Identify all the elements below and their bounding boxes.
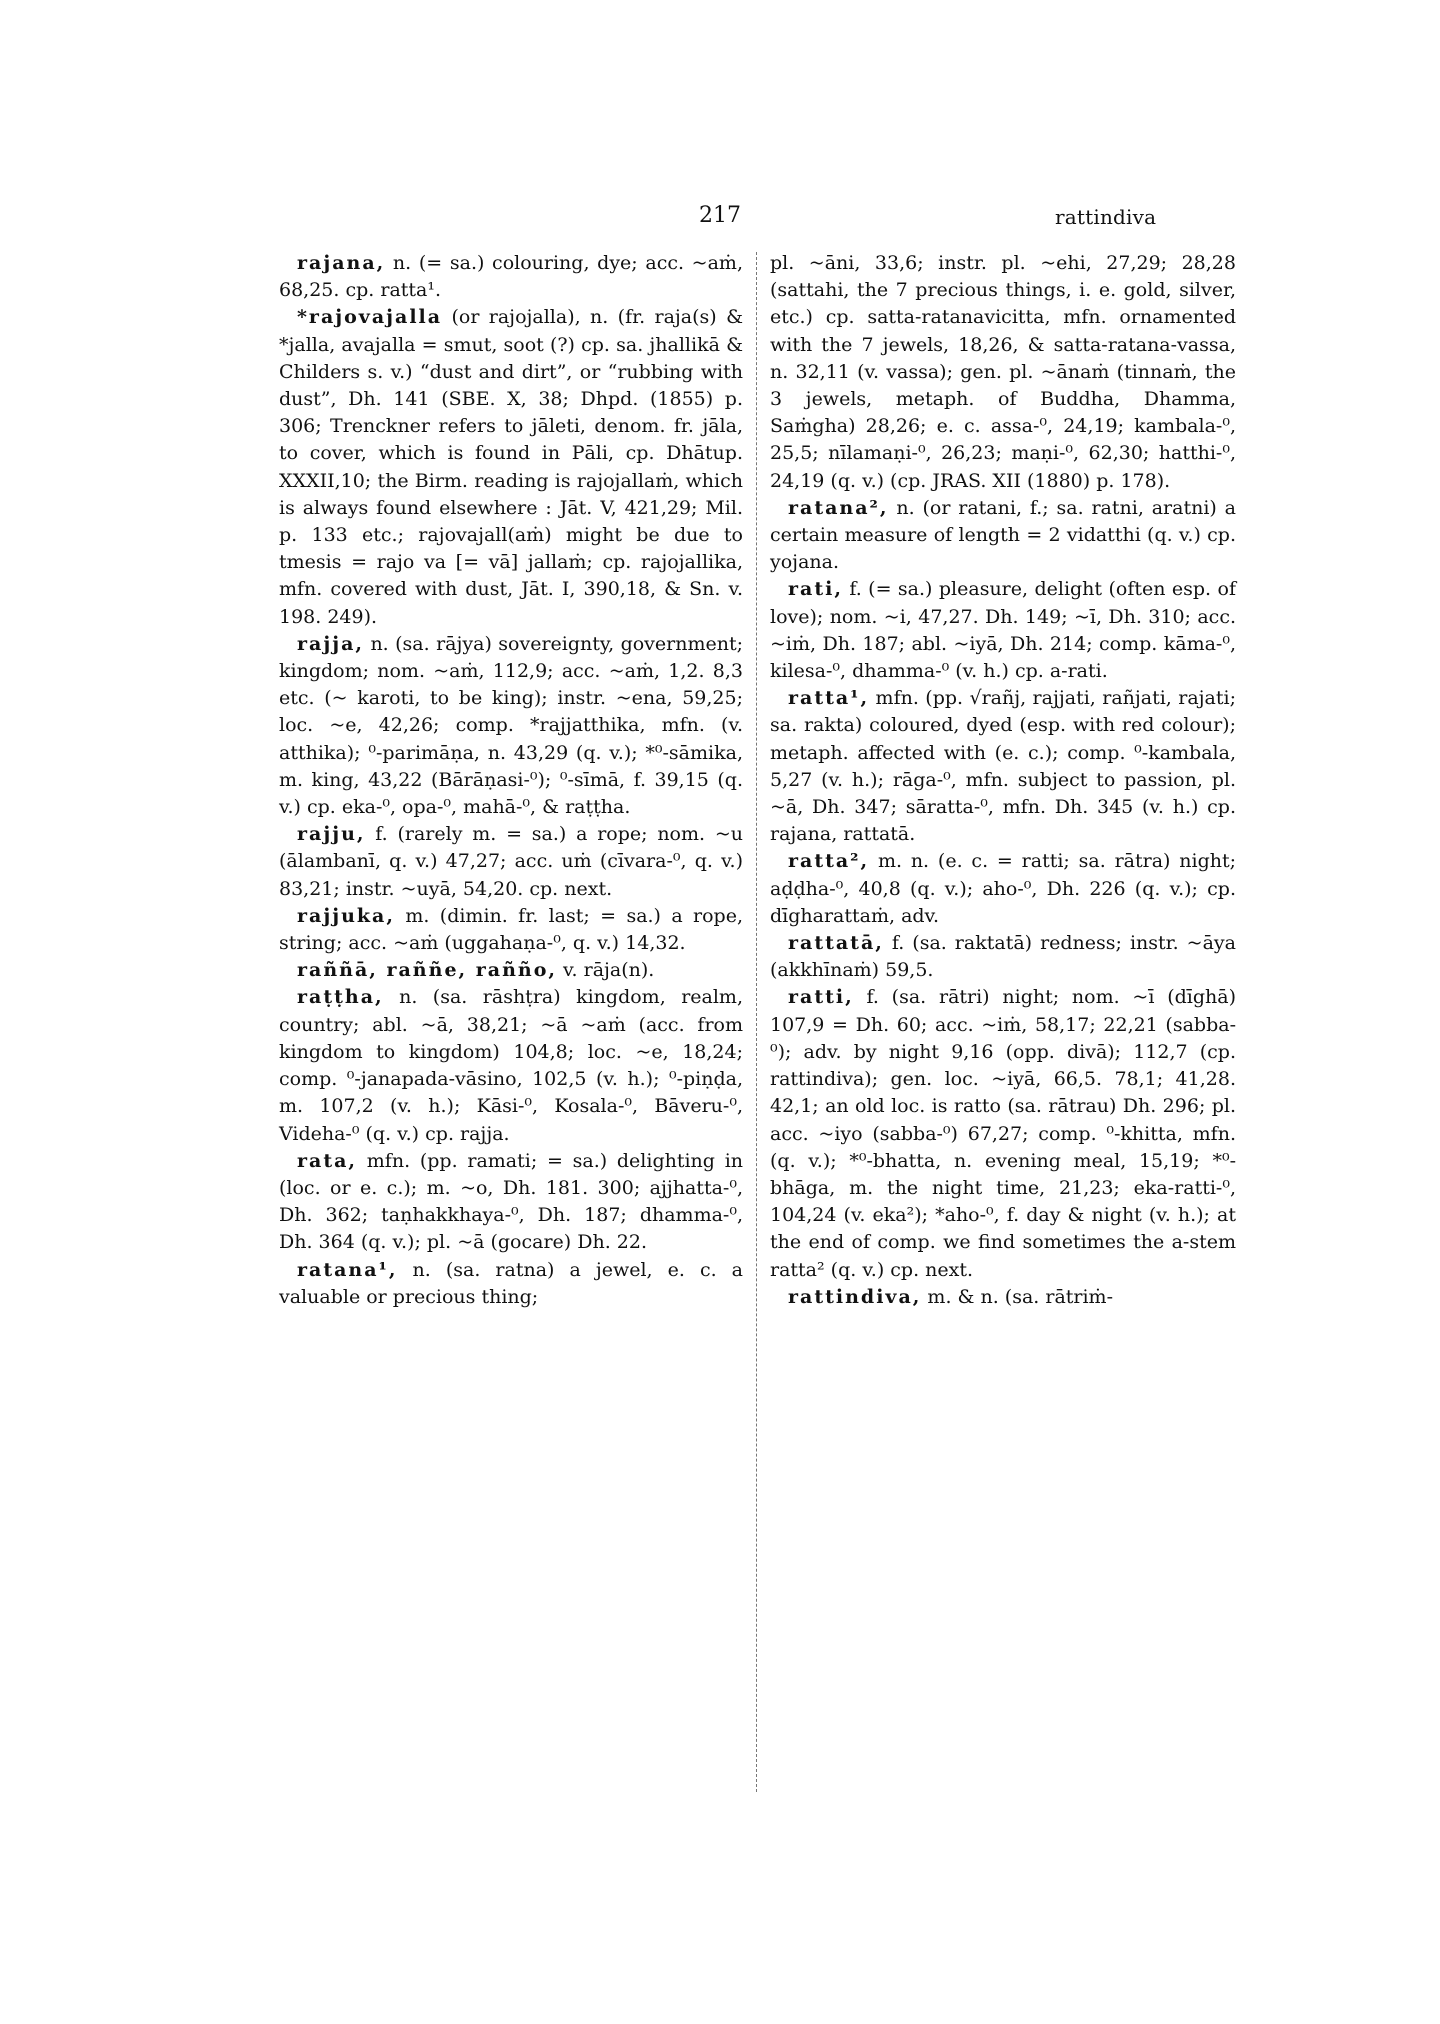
dictionary-entry [279, 250, 743, 304]
entry-text: m. n. (e. c. = ratti; sa. rātra) night; aḍḍha-⁰, 40,8 (q. v.); aho-⁰, Dh. 226 (q. v.); cp. dīgharattaṁ, adv. [770, 850, 1237, 927]
entry-headword: rata, [297, 1149, 358, 1172]
dictionary-entry [279, 1257, 743, 1311]
entry-headword: ratana¹, [297, 1258, 398, 1281]
entry-text: m. & n. (sa. rātriṁ- [927, 1285, 1113, 1308]
dictionary-entry [770, 576, 1236, 685]
dictionary-entry [279, 903, 743, 957]
dictionary-entry [279, 957, 743, 984]
dictionary-entry [279, 631, 743, 821]
entry-text: v. rāja(n). [563, 959, 655, 982]
column-divider [756, 252, 757, 1792]
entry-headword: raññā, raññe, rañño, [297, 959, 557, 982]
entry-headword: ratti, [788, 986, 854, 1009]
entry-headword: *rajovajalla [297, 306, 443, 329]
dictionary-entry [279, 984, 743, 1147]
entry-text: (or rajojalla), n. (fr. raja(s) & *jalla, avajalla = smut, soot (?) cp. sa. jhallikā & Childers s. v.) “dust and dirt”, or “rubbing with dust”, Dh. 141 (SBE. X, 38; Dhpd. (1855) p. 306; Trenckner refers to jāleti, denom. fr. jāla, to cover, which is found in Pāli, cp. Dhātup. XXXII,10; the Birm. reading is rajojallaṁ, which is always found elsewhere : Jāt. V, 421,29; Mil. p. 133 etc.; rajovajall(aṁ) might be due to tmesis = rajo va [= vā] jallaṁ; cp. rajojallika, mfn. covered with dust, Jāt. I, 390,18, & Sn. v. 198. 249). [279, 306, 743, 628]
dictionary-entry [279, 1148, 743, 1257]
entry-headword: rajja, [297, 632, 364, 655]
dictionary-entry [770, 1284, 1236, 1311]
entry-text: n. (= sa.) colouring, dye; acc. ~aṁ, 68,25. cp. ratta¹. [279, 252, 743, 302]
entry-text: mfn. (pp. √rañj, rajjati, rañjati, rajati; sa. rakta) coloured, dyed (esp. with red colour); metaph. affected with (e. c.); comp. ⁰-kambala, 5,27 (v. h.); rāga-⁰, mfn. subject to passion, pl. ~ā, Dh. 347; sāratta-⁰, mfn. Dh. 345 (v. h.) cp. rajana, rattatā. [770, 687, 1236, 846]
entry-headword: ratta¹, [788, 687, 870, 710]
dictionary-entry [770, 848, 1236, 930]
entry-headword: ratana², [788, 496, 889, 519]
page-number: 217 [699, 203, 741, 228]
entry-text: n. (sa. rāshṭra) kingdom, realm, country; abl. ~ā, 38,21; ~ā ~aṁ (acc. from kingdom to kingdom) 104,8; loc. ~e, 18,24; comp. ⁰-janapada-vāsino, 102,5 (v. h.); ⁰-piṇḍa, m. 107,2 (v. h.); Kāsi-⁰, Kosala-⁰, Bāveru-⁰, Videha-⁰ (q. v.) cp. rajja. [279, 986, 743, 1145]
entry-headword: ratta², [788, 850, 870, 873]
entry-text: f. (sa. raktatā) redness; instr. ~āya (akkhīnaṁ) 59,5. [770, 932, 1236, 982]
dictionary-entry [770, 250, 1236, 495]
running-head: rattindiva [1055, 205, 1157, 229]
entry-text: m. (dimin. fr. last; = sa.) a rope, string; acc. ~aṁ (uggahaṇa-⁰, q. v.) 14,32. [279, 904, 744, 955]
entry-text: n. (sa. rājya) sovereignty, government; kingdom; nom. ~aṁ, 112,9; acc. ~aṁ, 1,2. 8,3 etc. (~ karoti, to be king); instr. ~ena, 59,25; loc. ~e, 42,26; comp. *rajjatthika, mfn. (v. atthika); ⁰-parimāṇa, n. 43,29 (q. v.); *⁰-sāmika, m. king, 43,22 (Bārāṇasi-⁰); ⁰-sīmā, f. 39,15 (q. v.) cp. eka-⁰, opa-⁰, mahā-⁰, & raṭṭha. [279, 632, 744, 819]
entry-headword: rajana, [297, 252, 386, 274]
dictionary-entry [770, 984, 1236, 1283]
dictionary-entry [770, 930, 1236, 984]
entry-text: f. (= sa.) pleasure, delight (often esp. of love); nom. ~i, 47,27. Dh. 149; ~ī, Dh. 310; acc. ~iṁ, Dh. 187; abl. ~iyā, Dh. 214; comp. kāma-⁰, kilesa-⁰, dhamma-⁰ (v. h.) cp. a-rati. [770, 578, 1236, 683]
entry-headword: rattatā, [788, 932, 884, 955]
dictionary-entry [770, 685, 1236, 848]
entry-headword: rajju, [297, 823, 366, 846]
entry-headword: rattindiva, [788, 1285, 922, 1308]
right-column [770, 250, 1236, 1311]
entry-headword: raṭṭha, [297, 986, 384, 1009]
dictionary-entry [279, 821, 743, 903]
dictionary-entry [279, 304, 743, 630]
left-column [279, 250, 743, 1311]
dictionary-entry [770, 495, 1236, 577]
entry-headword: rajjuka, [297, 904, 395, 927]
entry-text: f. (rarely m. = sa.) a rope; nom. ~u (ālambanī, q. v.) 47,27; acc. uṁ (cīvara-⁰, q. v.) 83,21; instr. ~uyā, 54,20. cp. next. [279, 823, 743, 900]
entry-text: f. (sa. rātri) night; nom. ~ī (dīghā) 107,9 = Dh. 60; acc. ~iṁ, 58,17; 22,21 (sabba-⁰); adv. by night 9,16 (opp. divā); 112,7 (cp. rattindiva); gen. loc. ~iyā, 66,5. 78,1; 41,28. 42,1; an old loc. is ratto (sa. rātrau) Dh. 296; pl. acc. ~iyo (sabba-⁰) 67,27; comp. ⁰-khitta, mfn. (q. v.); *⁰-bhatta, n. evening meal, 15,19; *⁰-bhāga, m. the night time, 21,23; eka-ratti-⁰, 104,24 (v. eka²); *aho-⁰, f. day & night (v. h.); at the end of comp. we find sometimes the a-stem ratta² (q. v.) cp. next. [770, 986, 1236, 1281]
entry-text: n. (sa. ratna) a jewel, e. c. a valuable or precious thing; [279, 1258, 744, 1308]
entry-text: n. (or ratani, f.; sa. ratni, aratni) a certain measure of length = 2 vidatthi (q. v.) cp. yojana. [770, 496, 1236, 574]
entry-text: mfn. (pp. ramati; = sa.) delighting in (loc. or e. c.); m. ~o, Dh. 181. 300; ajjhatta-⁰, Dh. 362; taṇhakkhaya-⁰, Dh. 187; dhamma-⁰, Dh. 364 (q. v.); pl. ~ā (gocare) Dh. 22. [279, 1149, 744, 1254]
entry-text: pl. ~āni, 33,6; instr. pl. ~ehi, 27,29; 28,28 (sattahi, the 7 precious things, i. e. gold, silver, etc.) cp. satta-ratanavicitta, mfn. ornamented with the 7 jewels, 18,26, & satta-ratana-vassa, n. 32,11 (v. vassa); gen. pl. ~ānaṁ (tinnaṁ, the 3 jewels, metaph. of Buddha, Dhamma, Saṁgha) 28,26; e. c. assa-⁰, 24,19; kambala-⁰, 25,5; nīlamaṇi-⁰, 26,23; maṇi-⁰, 62,30; hatthi-⁰, 24,19 (q. v.) (cp. JRAS. XII (1880) p. 178). [770, 252, 1236, 492]
entry-headword: rati, [788, 578, 843, 601]
